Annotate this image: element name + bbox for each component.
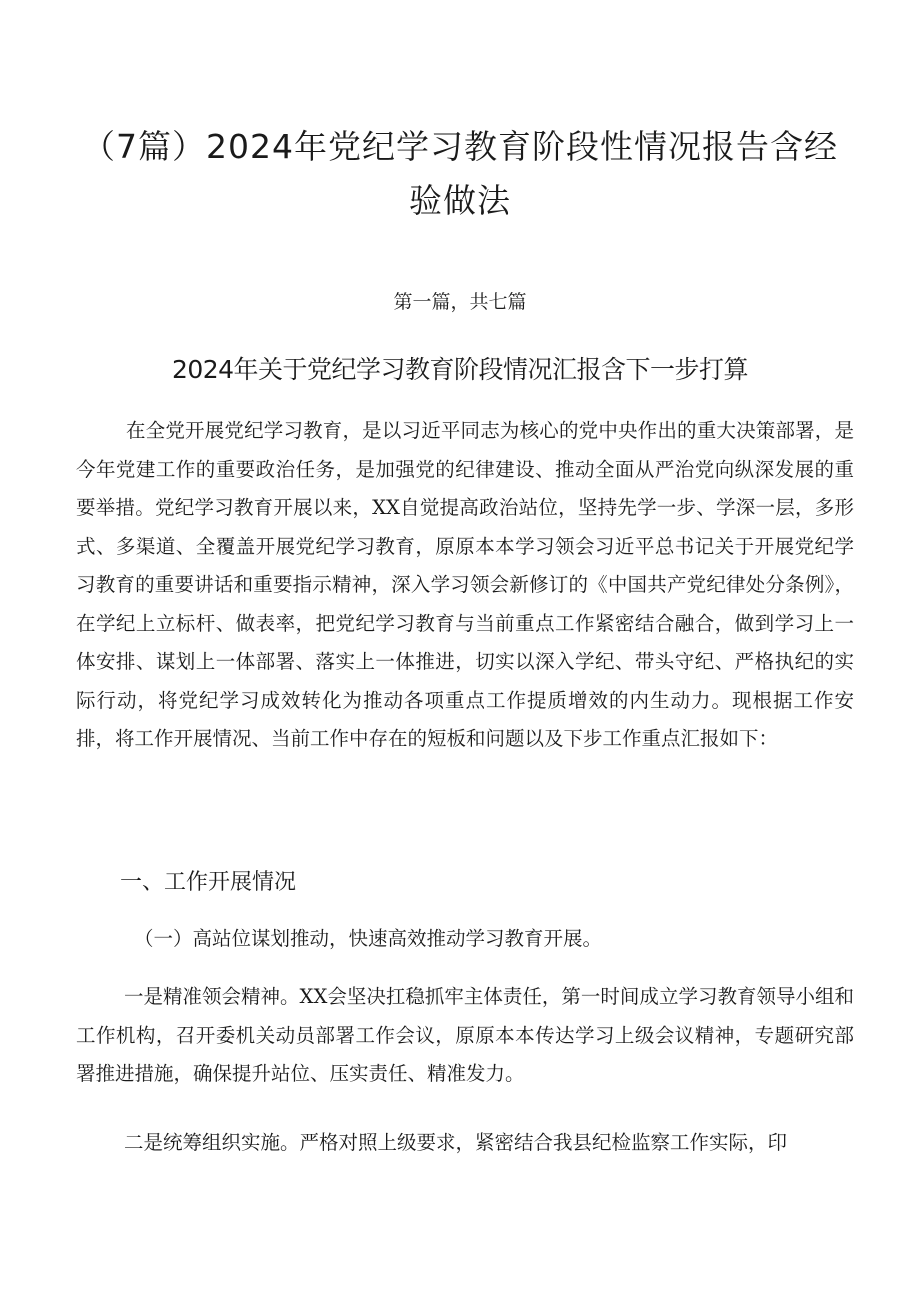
document-title: （7篇）2024年党纪学习教育阶段性情况报告含经验做法 xyxy=(82,127,838,220)
part-label: 第一篇，共七篇 xyxy=(393,291,527,313)
paragraph-accurate-understanding: 一是精准领会精神。XX会坚决扛稳抓牢主体责任，第一时间成立学习教育领导小组和工作机构，召开委机关动员部署工作会议，原原本本传达学习上级会议精神，专题研究部署推进措施，确保提升站位、压实责任、精准发力。 xyxy=(76,985,854,1085)
subheading-planning: （一）高站位谋划推动，快速高效推动学习教育开展。 xyxy=(134,927,603,950)
heading-work-progress: 一、工作开展情况 xyxy=(120,870,297,895)
intro-paragraph: 在全党开展党纪学习教育，是以习近平同志为核心的党中央作出的重大决策部署，是今年党建工作的重要政治任务，是加强党的纪律建设、推动全面从严治党向纵深发展的重要举措。党纪学习教育开展以来，XX自觉提高政治站位，坚持先学一步、学深一层，多形式、多渠道、全覆盖开展党纪学习教育，原原本本学习领会习近平总书记关于开展党纪学习教育的重要讲话和重要指示精神，深入学习领会新修订的《中国共产党纪律处分条例》，在学纪上立标杆、做表率，把党纪学习教育与当前重点工作紧密结合融合，做到学习上一体安排、谋划上一体部署、落实上一体推进，切实以深入学纪、带头守纪、严格执纪的实际行动，将党纪学习成效转化为推动各项重点工作提质增效的内生动力。现根据工作安排，将工作开展情况、当前工作中存在的短板和问题以及下步工作重点汇报如下： xyxy=(76,419,854,750)
section-title: 2024年关于党纪学习教育阶段情况汇报含下一步打算 xyxy=(171,355,749,384)
paragraph-coordinated-implementation: 二是统筹组织实施。严格对照上级要求，紧密结合我县纪检监察工作实际，印 xyxy=(124,1131,788,1154)
